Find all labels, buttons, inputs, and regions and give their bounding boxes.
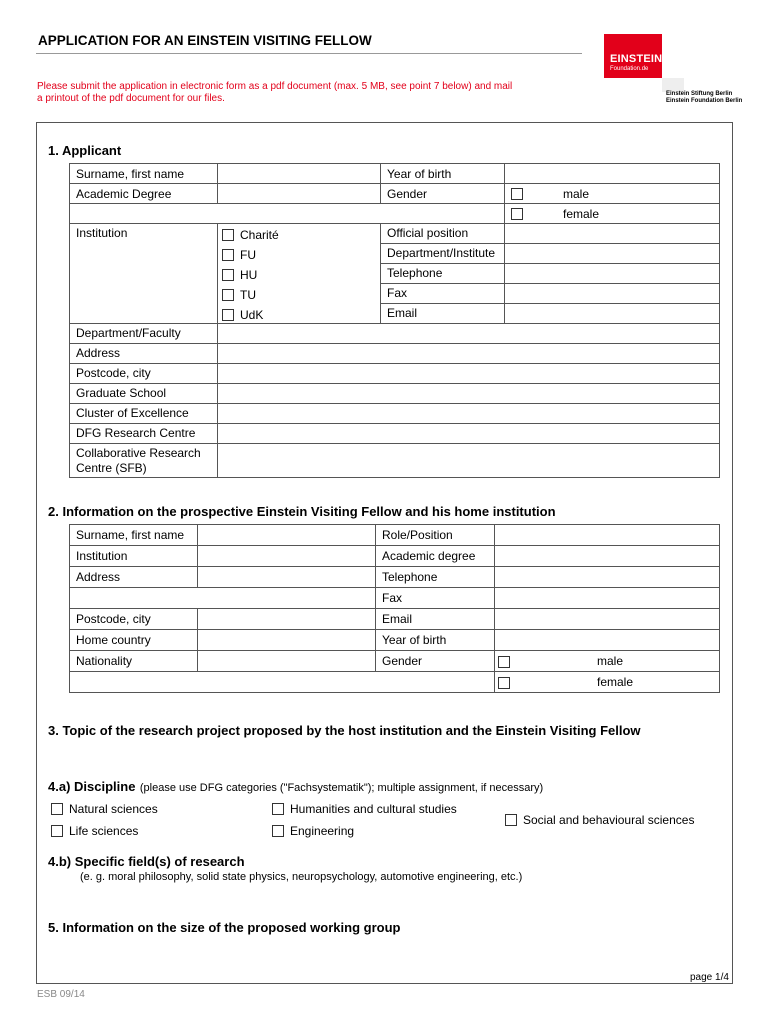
- label-department-faculty: Department/Faculty: [69, 323, 218, 344]
- fellow-label-surname: Surname, first name: [69, 524, 198, 546]
- applicant-surname-field[interactable]: [217, 163, 381, 184]
- applicant-degree-field[interactable]: [217, 183, 381, 204]
- fu-checkbox[interactable]: [222, 249, 234, 261]
- label-dfg-research-centre: DFG Research Centre: [69, 423, 218, 444]
- udk-checkbox[interactable]: [222, 309, 234, 321]
- section-5-heading: 5. Information on the size of the proposed working group: [48, 920, 401, 935]
- label-collaborative-research: Collaborative Research Centre (SFB): [69, 443, 218, 478]
- fellow-role-field[interactable]: [494, 524, 720, 546]
- label-official-position: Official position: [380, 223, 505, 244]
- collaborative-research-field[interactable]: [217, 443, 720, 478]
- fellow-year-of-birth-field[interactable]: [494, 629, 720, 651]
- blank-row: [69, 203, 505, 224]
- fellow-label-degree: Academic degree: [375, 545, 495, 567]
- telephone-field[interactable]: [504, 263, 720, 284]
- fellow-label-email: Email: [375, 608, 495, 630]
- department-faculty-field[interactable]: [217, 323, 720, 344]
- fellow-postcode-field[interactable]: [197, 608, 376, 630]
- fellow-label-telephone: Telephone: [375, 566, 495, 588]
- logo-sub-text: Foundation.de: [610, 66, 649, 72]
- email-field[interactable]: [504, 303, 720, 324]
- engineering-checkbox[interactable]: [272, 825, 284, 837]
- fellow-fax-field[interactable]: [494, 587, 720, 609]
- fellow-label-postcode: Postcode, city: [69, 608, 198, 630]
- label-gender: Gender: [380, 183, 505, 204]
- official-position-field[interactable]: [504, 223, 720, 244]
- address-field[interactable]: [217, 343, 720, 364]
- fellow-label-home-country: Home country: [69, 629, 198, 651]
- label-address: Address: [69, 343, 218, 364]
- fellow-surname-field[interactable]: [197, 524, 376, 546]
- section-4a-heading: [48, 778, 543, 796]
- dfg-research-centre-field[interactable]: [217, 423, 720, 444]
- graduate-school-field[interactable]: [217, 383, 720, 404]
- logo-shadow: [662, 78, 684, 92]
- fellow-home-country-field[interactable]: [197, 629, 376, 651]
- gender-male-option: male: [504, 183, 720, 204]
- fellow-email-field[interactable]: [494, 608, 720, 630]
- label-email: Email: [380, 303, 505, 324]
- label-academic-degree: Academic Degree: [69, 183, 218, 204]
- fellow-nationality-field[interactable]: [197, 650, 376, 672]
- fellow-label-address: Address: [69, 566, 198, 588]
- page-title: APPLICATION FOR AN EINSTEIN VISITING FELLOW: [38, 33, 372, 48]
- label-surname: Surname, first name: [69, 163, 218, 184]
- logo-main-text: EINSTEIN: [610, 53, 663, 65]
- cluster-excellence-field[interactable]: [217, 403, 720, 424]
- label-institution: Institution: [69, 223, 218, 324]
- label-year-of-birth: Year of birth: [380, 163, 505, 184]
- fellow-gender-female-option: female: [494, 671, 720, 693]
- fellow-telephone-field[interactable]: [494, 566, 720, 588]
- postcode-city-field[interactable]: [217, 363, 720, 384]
- label-fax: Fax: [380, 283, 505, 304]
- fellow-label-role: Role/Position: [375, 524, 495, 546]
- fax-field[interactable]: [504, 283, 720, 304]
- submission-notice: [37, 81, 512, 105]
- label-postcode-city: Postcode, city: [69, 363, 218, 384]
- fellow-blank-row: [69, 587, 376, 609]
- gender-female-option: female: [504, 203, 720, 224]
- institution-options: Charité FU HU TU UdK: [217, 223, 381, 324]
- label-cluster-excellence: Cluster of Excellence: [69, 403, 218, 424]
- section-4b-heading: 4.b) Specific field(s) of research: [48, 854, 245, 869]
- form-code: ESB 09/14: [37, 989, 85, 1000]
- section-2-heading: 2. Information on the prospective Einstein Visiting Fellow and his home institution: [48, 504, 556, 519]
- department-institute-field[interactable]: [504, 243, 720, 264]
- natural-sciences-checkbox[interactable]: [51, 803, 63, 815]
- life-sciences-checkbox[interactable]: [51, 825, 63, 837]
- section-3-heading: 3. Topic of the research project proposed by the host institution and the Einstein Visiting Fellow: [48, 723, 641, 738]
- logo-caption-en: Einstein Foundation Berlin: [666, 98, 743, 104]
- fellow-label-institution: Institution: [69, 545, 198, 567]
- hu-checkbox[interactable]: [222, 269, 234, 281]
- applicant-year-of-birth-field[interactable]: [504, 163, 720, 184]
- tu-checkbox[interactable]: [222, 289, 234, 301]
- logo-caption-de: Einstein Stiftung Berlin: [666, 91, 733, 97]
- fellow-label-nationality: Nationality: [69, 650, 198, 672]
- fellow-male-checkbox[interactable]: [498, 656, 510, 668]
- page-number: page 1/4: [690, 972, 729, 983]
- notice-line-1: Please submit the application in electronic form as a pdf document (max. 5 MB, see point 7 below) and mail: [37, 81, 513, 92]
- fellow-degree-field[interactable]: [494, 545, 720, 567]
- female-checkbox[interactable]: [511, 208, 523, 220]
- fellow-female-checkbox[interactable]: [498, 677, 510, 689]
- fellow-gender-male-option: male: [494, 650, 720, 672]
- discipline-note: (please use DFG categories ("Fachsystematik"); multiple assignment, if necessary): [139, 782, 544, 794]
- label-telephone: Telephone: [380, 263, 505, 284]
- social-sciences-checkbox[interactable]: [505, 814, 517, 826]
- label-department-institute: Department/Institute: [380, 243, 505, 264]
- fellow-institution-field[interactable]: [197, 545, 376, 567]
- fellow-label-year-of-birth: Year of birth: [375, 629, 495, 651]
- charite-checkbox[interactable]: [222, 229, 234, 241]
- discipline-title: 4.a) Discipline: [48, 779, 136, 794]
- fellow-label-fax: Fax: [375, 587, 495, 609]
- notice-line-2: a printout of the pdf document for our files.: [37, 93, 225, 104]
- label-graduate-school: Graduate School: [69, 383, 218, 404]
- male-checkbox[interactable]: [511, 188, 523, 200]
- section-1-heading: 1. Applicant: [48, 143, 122, 158]
- field-of-research-note: (e. g. moral philosophy, solid state physics, neuropsychology, automotive engineering, etc.): [80, 871, 523, 883]
- fellow-address-field[interactable]: [197, 566, 376, 588]
- fellow-blank-row-2: [69, 671, 495, 693]
- fellow-label-gender: Gender: [375, 650, 495, 672]
- title-divider: [36, 53, 582, 54]
- einstein-logo: [604, 34, 662, 78]
- humanities-checkbox[interactable]: [272, 803, 284, 815]
